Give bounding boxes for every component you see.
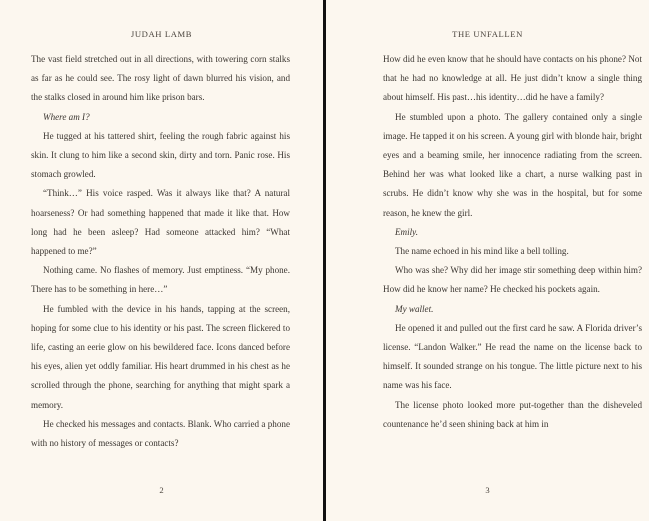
paragraph: The vast field stretched out in all directions, with towering corn stalks as far as he could see. The rosy light of dawn blurred his vision, and the stalks closed in around him like prison bars.	[31, 54, 290, 103]
paragraph: Emily.	[395, 226, 418, 237]
left-page	[0, 0, 323, 521]
running-head-left: JUDAH LAMB	[130, 29, 193, 39]
page-number-left: 2	[159, 485, 164, 495]
paragraph: He checked his messages and contacts. Blank. Who carried a phone with no history of messages or contacts?	[31, 418, 290, 449]
left-page-body	[31, 50, 290, 453]
paragraph: Nothing came. No flashes of memory. Just emptiness. “My phone. There has to be something in here…”	[31, 265, 290, 295]
paragraph: “Think…” His voice rasped. Was it always like that? A natural hoarseness? Or had something happened that made it like that. How long had he been asleep? Had someone attacked him? “What happened to me?”	[31, 188, 290, 257]
paragraph: He tugged at his tattered shirt, feeling the rough fabric against his skin. It clung to him like a second skin, dirty and torn. Panic rose. His stomach growled.	[31, 130, 290, 180]
paragraph: He stumbled upon a photo. The gallery contained only a single image. He tapped it on his screen. A young girl with blonde hair, bright eyes and a beaming smile, her innocence radiating from the screen. Behind her was what looked like a chart, a nurse walking past in scrubs. He didn’t know why she was in the hospital, but for some reason, he knew the girl.	[383, 111, 642, 218]
paragraph: He fumbled with the device in his hands, tapping at the screen, hoping for some clue to his identity or his past. The screen flickered to life, casting an eerie glow on his bewildered face. Icons danced before his eyes, alien yet oddly familiar. His heart drummed in his chest as he scrolled through the phone, searching for anything that might spark a memory.	[31, 303, 290, 410]
paragraph: My wallet.	[395, 303, 434, 314]
right-page-body	[383, 50, 642, 434]
paragraph: Where am I?	[43, 111, 90, 122]
right-page	[326, 0, 649, 521]
running-head-right: THE UNFALLEN	[452, 29, 523, 39]
paragraph: He opened it and pulled out the first card he saw. A Florida driver’s license. “Landon Walker.” He read the name on the license back to himself. It sounded strange on his tongue. The little picture next to his name was his face.	[383, 322, 642, 391]
paragraph: Who was she? Why did her image stir something deep within him? How did he know her name? He checked his pockets again.	[383, 265, 642, 295]
page-number-right: 3	[485, 485, 490, 495]
paragraph: The name echoed in his mind like a bell tolling.	[395, 246, 569, 257]
paragraph: How did he even know that he should have contacts on his phone? Not that he had no knowledge at all. He just didn’t know a single thing about himself. His past…his identity…did he have a family?	[383, 54, 642, 103]
paragraph: The license photo looked more put-together than the disheveled countenance he’d seen shining back at him in	[383, 399, 642, 429]
